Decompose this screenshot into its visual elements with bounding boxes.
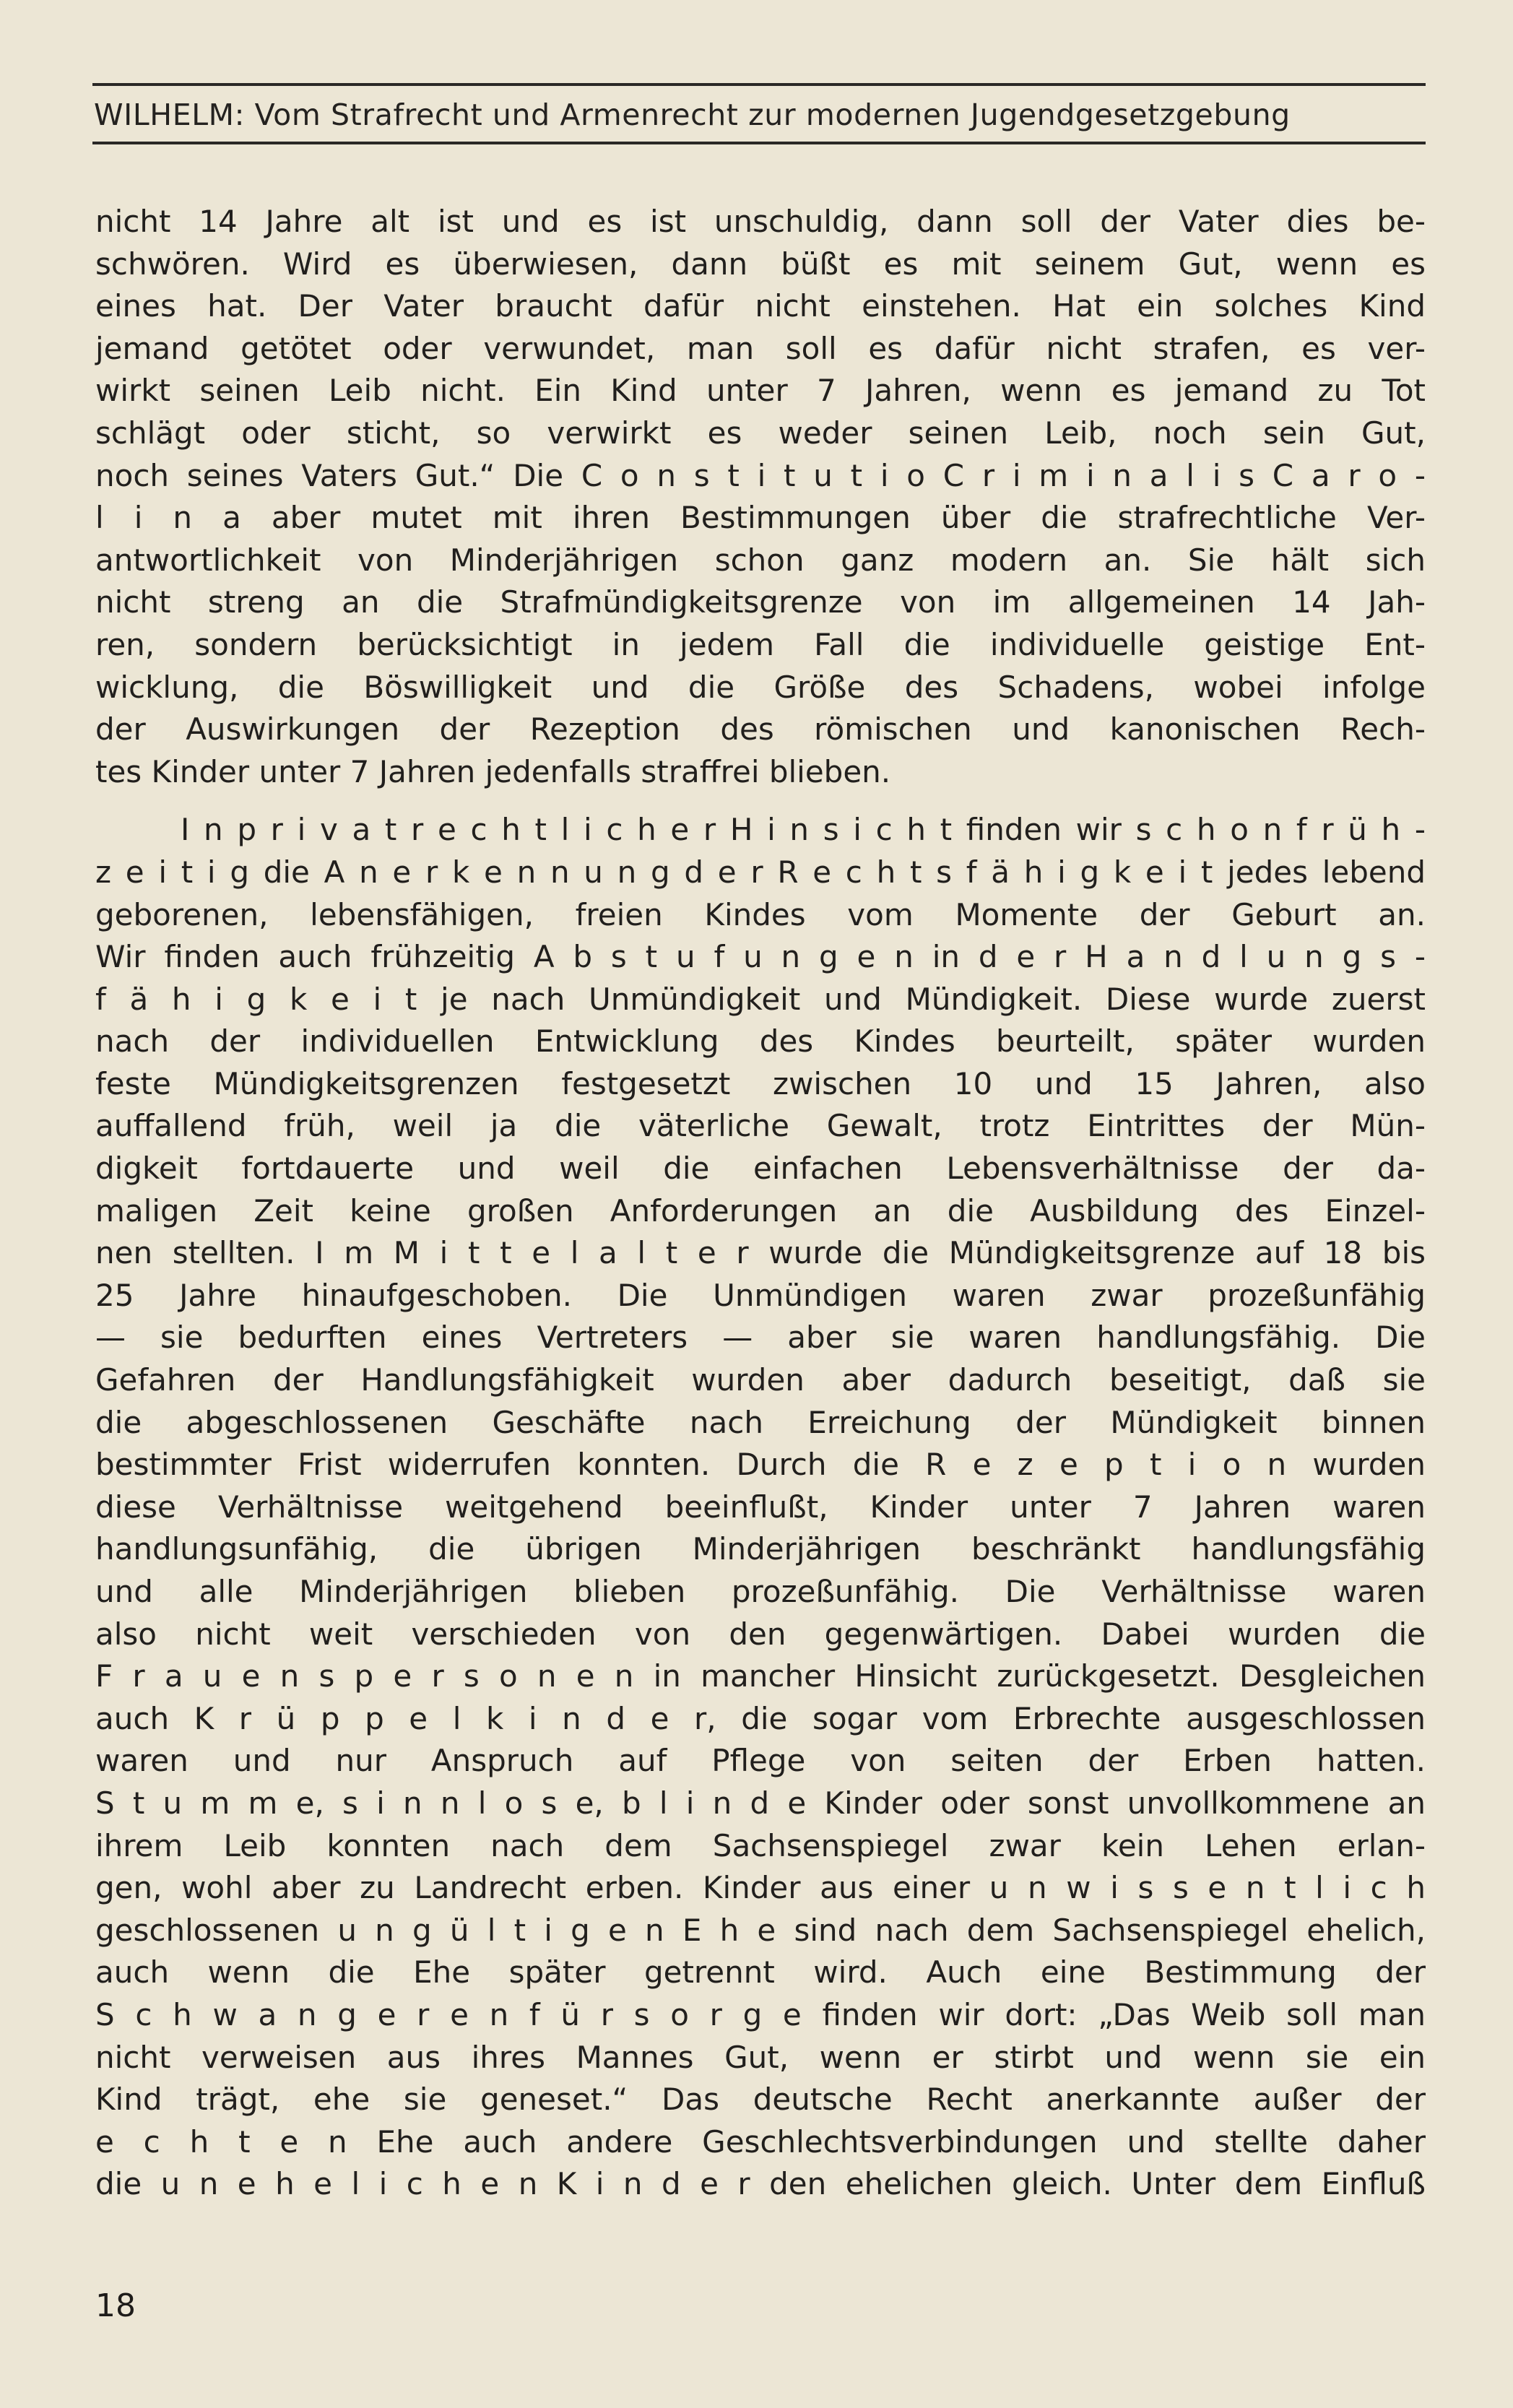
text-line: Gefahren der Handlungsfähigkeit wurden aber dadurch beseitigt, daß sie <box>95 1362 1426 1398</box>
text-line: Wir finden auch frühzeitig A b s t u f u n g e n in d e r H a n d l u n g s - <box>95 939 1426 975</box>
text-line: nen stellten. I m M i t t e l a l t e r wurde die Mündigkeitsgrenze auf 18 bis <box>95 1235 1426 1271</box>
text-line: auch K r ü p p e l k i n d e r, die sogar vom Erbrechte ausgeschlossen <box>95 1700 1426 1736</box>
text-line: handlungsunfähig, die übrigen Minderjährigen beschränkt handlungsfähig <box>95 1531 1426 1567</box>
text-line: diese Verhältnisse weitgehend beeinflußt, Kinder unter 7 Jahren waren <box>95 1489 1426 1525</box>
running-head: WILHELM: Vom Strafrecht und Armenrecht zur modernen Jugendgesetzgebung <box>94 98 1291 132</box>
text-line: e c h t e n Ehe auch andere Geschlechtsverbindungen und stellte daher <box>95 2123 1426 2160</box>
text-line: S t u m m e, s i n n l o s e, b l i n d e Kinder oder sonst unvollkommene an <box>95 1785 1426 1821</box>
text-line: schlägt oder sticht, so verwirkt es weder seinen Leib, noch sein Gut, <box>95 415 1426 451</box>
header-bottom-rule <box>92 142 1426 144</box>
text-line: z e i t i g die A n e r k e n n u n g d e r R e c h t s f ä h i g k e i t jedes lebend <box>95 854 1426 890</box>
text-line: Kind trägt, ehe sie geneset.“ Das deutsche Recht anerkannte außer der <box>95 2082 1426 2118</box>
text-line: wicklung, die Böswilligkeit und die Größe des Schadens, wobei infolge <box>95 669 1426 705</box>
text-line: eines hat. Der Vater braucht dafür nicht einstehen. Hat ein solches Kind <box>95 288 1426 324</box>
text-line: maligen Zeit keine großen Anforderungen an die Ausbildung des Einzel- <box>95 1192 1426 1229</box>
paragraph-2 <box>95 809 1426 2206</box>
text-line: f ä h i g k e i t je nach Unmündigkeit und Mündigkeit. Diese wurde zuerst <box>95 981 1426 1017</box>
text-line: digkeit fortdauerte und weil die einfachen Lebensverhältnisse der da- <box>95 1151 1426 1187</box>
text-line: tes Kinder unter 7 Jahren jedenfalls straffrei blieben. <box>95 753 891 789</box>
text-line: wirkt seinen Leib nicht. Ein Kind unter 7 Jahren, wenn es jemand zu Tot <box>95 373 1426 409</box>
text-line: und alle Minderjährigen blieben prozeßunfähig. Die Verhältnisse waren <box>95 1574 1426 1609</box>
text-line: also nicht weit verschieden von den gegenwärtigen. Dabei wurden die <box>95 1616 1426 1652</box>
text-line: die u n e h e l i c h e n K i n d e r den ehelichen gleich. Unter dem Einfluß <box>95 2166 1426 2202</box>
text-line: l i n a aber mutet mit ihren Bestimmungen über die strafrechtliche Ver- <box>95 500 1426 536</box>
text-line: noch seines Vaters Gut.“ Die C o n s t i t u t i o C r i m i n a l i s C a r o - <box>95 457 1426 493</box>
text-line: die abgeschlossenen Geschäfte nach Erreichung der Mündigkeit binnen <box>95 1404 1426 1440</box>
text-line: nicht verweisen aus ihres Mannes Gut, wenn er stirbt und wenn sie ein <box>95 2039 1426 2075</box>
text-line: F r a u e n s p e r s o n e n in mancher Hinsicht zurückgesetzt. Desgleichen <box>95 1658 1426 1694</box>
text-line: I n p r i v a t r e c h t l i c h e r H i n s i c h t finden wir s c h o n f r ü h - <box>181 812 1426 848</box>
text-line: gen, wohl aber zu Landrecht erben. Kinder aus einer u n w i s s e n t l i c h <box>95 1870 1426 1906</box>
text-line: nach der individuellen Entwicklung des Kindes beurteilt, später wurden <box>95 1023 1426 1060</box>
text-line: auch wenn die Ehe später getrennt wird. Auch eine Bestimmung der <box>95 1954 1426 1991</box>
page-number: 18 <box>95 2287 136 2324</box>
text-line: nicht 14 Jahre alt ist und es ist unschuldig, dann soll der Vater dies be- <box>95 204 1426 239</box>
paragraph-spacer <box>95 793 1426 809</box>
header-top-rule <box>92 83 1426 86</box>
text-line: S c h w a n g e r e n f ü r s o r g e finden wir dort: „Das Weib soll man <box>95 1996 1426 2032</box>
text-line: antwortlichkeit von Minderjährigen schon ganz modern an. Sie hält sich <box>95 542 1426 578</box>
text-line: jemand getötet oder verwundet, man soll es dafür nicht strafen, es ver- <box>95 330 1426 366</box>
text-line: ihrem Leib konnten nach dem Sachsenspiegel zwar kein Lehen erlan- <box>95 1827 1426 1863</box>
text-line: waren und nur Anspruch auf Pflege von seiten der Erben hatten. <box>95 1743 1426 1779</box>
text-line: schwören. Wird es überwiesen, dann büßt es mit seinem Gut, wenn es <box>95 246 1426 282</box>
paragraph-1 <box>95 201 1426 793</box>
text-line: ren, sondern berücksichtigt in jedem Fall die individuelle geistige Ent- <box>95 626 1426 662</box>
text-line: 25 Jahre hinaufgeschoben. Die Unmündigen waren zwar prozeßunfähig <box>95 1277 1426 1313</box>
text-line: auffallend früh, weil ja die väterliche Gewalt, trotz Eintrittes der Mün- <box>95 1108 1426 1144</box>
text-line: geborenen, lebensfähigen, freien Kindes vom Momente der Geburt an. <box>95 896 1426 932</box>
body-text <box>95 201 1426 2206</box>
text-line: nicht streng an die Strafmündigkeitsgrenze von im allgemeinen 14 Jah- <box>95 584 1426 620</box>
text-line: geschlossenen u n g ü l t i g e n E h e sind nach dem Sachsenspiegel ehelich, <box>95 1912 1426 1948</box>
text-line: — sie bedurften eines Vertreters — aber sie waren handlungsfähig. Die <box>95 1320 1426 1356</box>
text-line: feste Mündigkeitsgrenzen festgesetzt zwischen 10 und 15 Jahren, also <box>95 1065 1426 1101</box>
text-line: bestimmter Frist widerrufen konnten. Durch die R e z e p t i o n wurden <box>95 1447 1426 1483</box>
text-line: der Auswirkungen der Rezeption des römischen und kanonischen Rech- <box>95 711 1426 748</box>
